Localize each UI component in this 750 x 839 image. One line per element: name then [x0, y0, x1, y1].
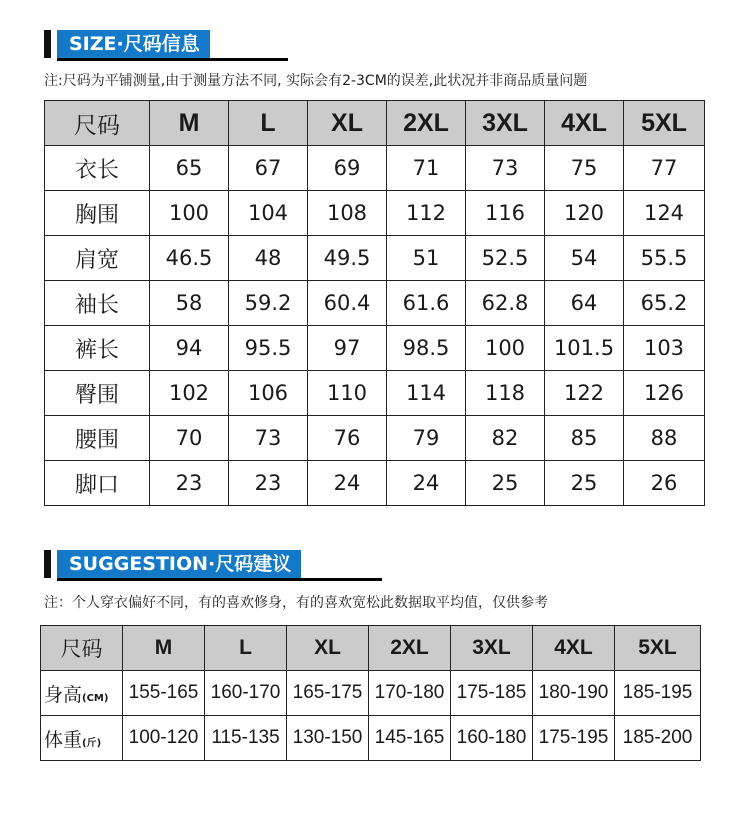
table-cell: 51 — [387, 236, 466, 281]
table-cell: 175-195 — [533, 716, 615, 761]
row-label — [41, 671, 123, 716]
suggestion-table — [40, 625, 701, 761]
table-row — [41, 716, 701, 761]
size-table-header-row — [45, 101, 705, 146]
table-cell: 23 — [150, 461, 229, 506]
table-row — [45, 146, 705, 191]
size-section-underline — [57, 58, 288, 61]
table-cell: 25 — [466, 461, 545, 506]
row-label: 腰围 — [45, 416, 150, 461]
table-cell: 118 — [466, 371, 545, 416]
row-unit: (斤) — [82, 737, 102, 749]
table-row — [45, 416, 705, 461]
table-row — [45, 326, 705, 371]
table-cell: 73 — [229, 416, 308, 461]
suggestion-header-l: L — [205, 626, 287, 671]
table-cell: 100 — [150, 191, 229, 236]
table-cell: 26 — [624, 461, 705, 506]
table-cell: 106 — [229, 371, 308, 416]
table-cell: 175-185 — [451, 671, 533, 716]
row-label: 胸围 — [45, 191, 150, 236]
row-label: 衣长 — [45, 146, 150, 191]
table-cell: 98.5 — [387, 326, 466, 371]
row-label: 袖长 — [45, 281, 150, 326]
table-cell: 160-180 — [451, 716, 533, 761]
table-cell: 24 — [308, 461, 387, 506]
table-cell: 64 — [545, 281, 624, 326]
table-cell: 185-195 — [615, 671, 701, 716]
table-cell: 112 — [387, 191, 466, 236]
table-cell: 101.5 — [545, 326, 624, 371]
table-cell: 73 — [466, 146, 545, 191]
table-cell: 23 — [229, 461, 308, 506]
table-cell: 145-165 — [369, 716, 451, 761]
table-cell: 77 — [624, 146, 705, 191]
table-cell: 61.6 — [387, 281, 466, 326]
table-cell: 79 — [387, 416, 466, 461]
table-cell: 25 — [545, 461, 624, 506]
table-cell: 24 — [387, 461, 466, 506]
size-header-m: M — [150, 101, 229, 146]
table-cell: 108 — [308, 191, 387, 236]
table-cell: 59.2 — [229, 281, 308, 326]
table-cell: 116 — [466, 191, 545, 236]
section-marker-bar — [44, 30, 51, 58]
table-cell: 122 — [545, 371, 624, 416]
size-header-5xl: 5XL — [624, 101, 705, 146]
table-cell: 65.2 — [624, 281, 705, 326]
table-cell: 55.5 — [624, 236, 705, 281]
suggestion-section-title: SUGGESTION·尺码建议 — [57, 550, 301, 578]
size-header-3xl: 3XL — [466, 101, 545, 146]
table-cell: 54 — [545, 236, 624, 281]
suggestion-header-xl: XL — [287, 626, 369, 671]
table-row — [45, 236, 705, 281]
row-label: 臀围 — [45, 371, 150, 416]
row-label-text: 身高 — [44, 683, 83, 706]
table-cell: 120 — [545, 191, 624, 236]
table-cell: 124 — [624, 191, 705, 236]
table-cell: 103 — [624, 326, 705, 371]
table-cell: 65 — [150, 146, 229, 191]
table-cell: 165-175 — [287, 671, 369, 716]
size-header-xl: XL — [308, 101, 387, 146]
suggestion-note: 注：个人穿衣偏好不同，有的喜欢修身，有的喜欢宽松此数据取平均值，仅供参考 — [44, 595, 548, 611]
table-cell: 88 — [624, 416, 705, 461]
table-cell: 114 — [387, 371, 466, 416]
table-cell: 130-150 — [287, 716, 369, 761]
size-corner-label: 尺码 — [45, 101, 150, 146]
table-cell: 94 — [150, 326, 229, 371]
table-cell: 155-165 — [123, 671, 205, 716]
size-header-l: L — [229, 101, 308, 146]
table-cell: 97 — [308, 326, 387, 371]
suggestion-header-m: M — [123, 626, 205, 671]
suggestion-header-2xl: 2XL — [369, 626, 451, 671]
table-cell: 60.4 — [308, 281, 387, 326]
table-cell: 115-135 — [205, 716, 287, 761]
table-cell: 102 — [150, 371, 229, 416]
table-cell: 52.5 — [466, 236, 545, 281]
table-cell: 71 — [387, 146, 466, 191]
row-label — [41, 716, 123, 761]
row-label: 肩宽 — [45, 236, 150, 281]
suggestion-header-4xl: 4XL — [533, 626, 615, 671]
suggestion-section-underline — [57, 578, 382, 581]
size-note: 注:尺码为平铺测量,由于测量方法不同, 实际会有2-3CM的误差,此状况并非商品质量问题 — [44, 73, 588, 89]
table-cell: 75 — [545, 146, 624, 191]
size-header-4xl: 4XL — [545, 101, 624, 146]
table-cell: 62.8 — [466, 281, 545, 326]
table-cell: 170-180 — [369, 671, 451, 716]
table-cell: 67 — [229, 146, 308, 191]
row-unit: (CM) — [82, 692, 109, 704]
table-row — [45, 281, 705, 326]
table-cell: 85 — [545, 416, 624, 461]
table-cell: 100-120 — [123, 716, 205, 761]
table-cell: 69 — [308, 146, 387, 191]
row-label-text: 体重 — [44, 728, 83, 751]
table-cell: 48 — [229, 236, 308, 281]
table-cell: 104 — [229, 191, 308, 236]
table-row — [45, 461, 705, 506]
table-row — [41, 671, 701, 716]
table-cell: 180-190 — [533, 671, 615, 716]
size-header-2xl: 2XL — [387, 101, 466, 146]
table-cell: 100 — [466, 326, 545, 371]
table-cell: 95.5 — [229, 326, 308, 371]
table-cell: 126 — [624, 371, 705, 416]
row-label: 裤长 — [45, 326, 150, 371]
table-cell: 58 — [150, 281, 229, 326]
table-cell: 46.5 — [150, 236, 229, 281]
table-cell: 70 — [150, 416, 229, 461]
table-cell: 82 — [466, 416, 545, 461]
section-marker-bar — [44, 550, 51, 578]
size-table — [44, 100, 705, 506]
suggestion-header-3xl: 3XL — [451, 626, 533, 671]
table-cell: 185-200 — [615, 716, 701, 761]
table-cell: 160-170 — [205, 671, 287, 716]
table-cell: 76 — [308, 416, 387, 461]
suggestion-header-5xl: 5XL — [615, 626, 701, 671]
size-section-title: SIZE·尺码信息 — [57, 30, 210, 58]
table-row — [45, 191, 705, 236]
suggestion-corner-label: 尺码 — [41, 626, 123, 671]
table-row — [45, 371, 705, 416]
suggestion-table-header-row — [41, 626, 701, 671]
table-cell: 110 — [308, 371, 387, 416]
row-label: 脚口 — [45, 461, 150, 506]
table-cell: 49.5 — [308, 236, 387, 281]
